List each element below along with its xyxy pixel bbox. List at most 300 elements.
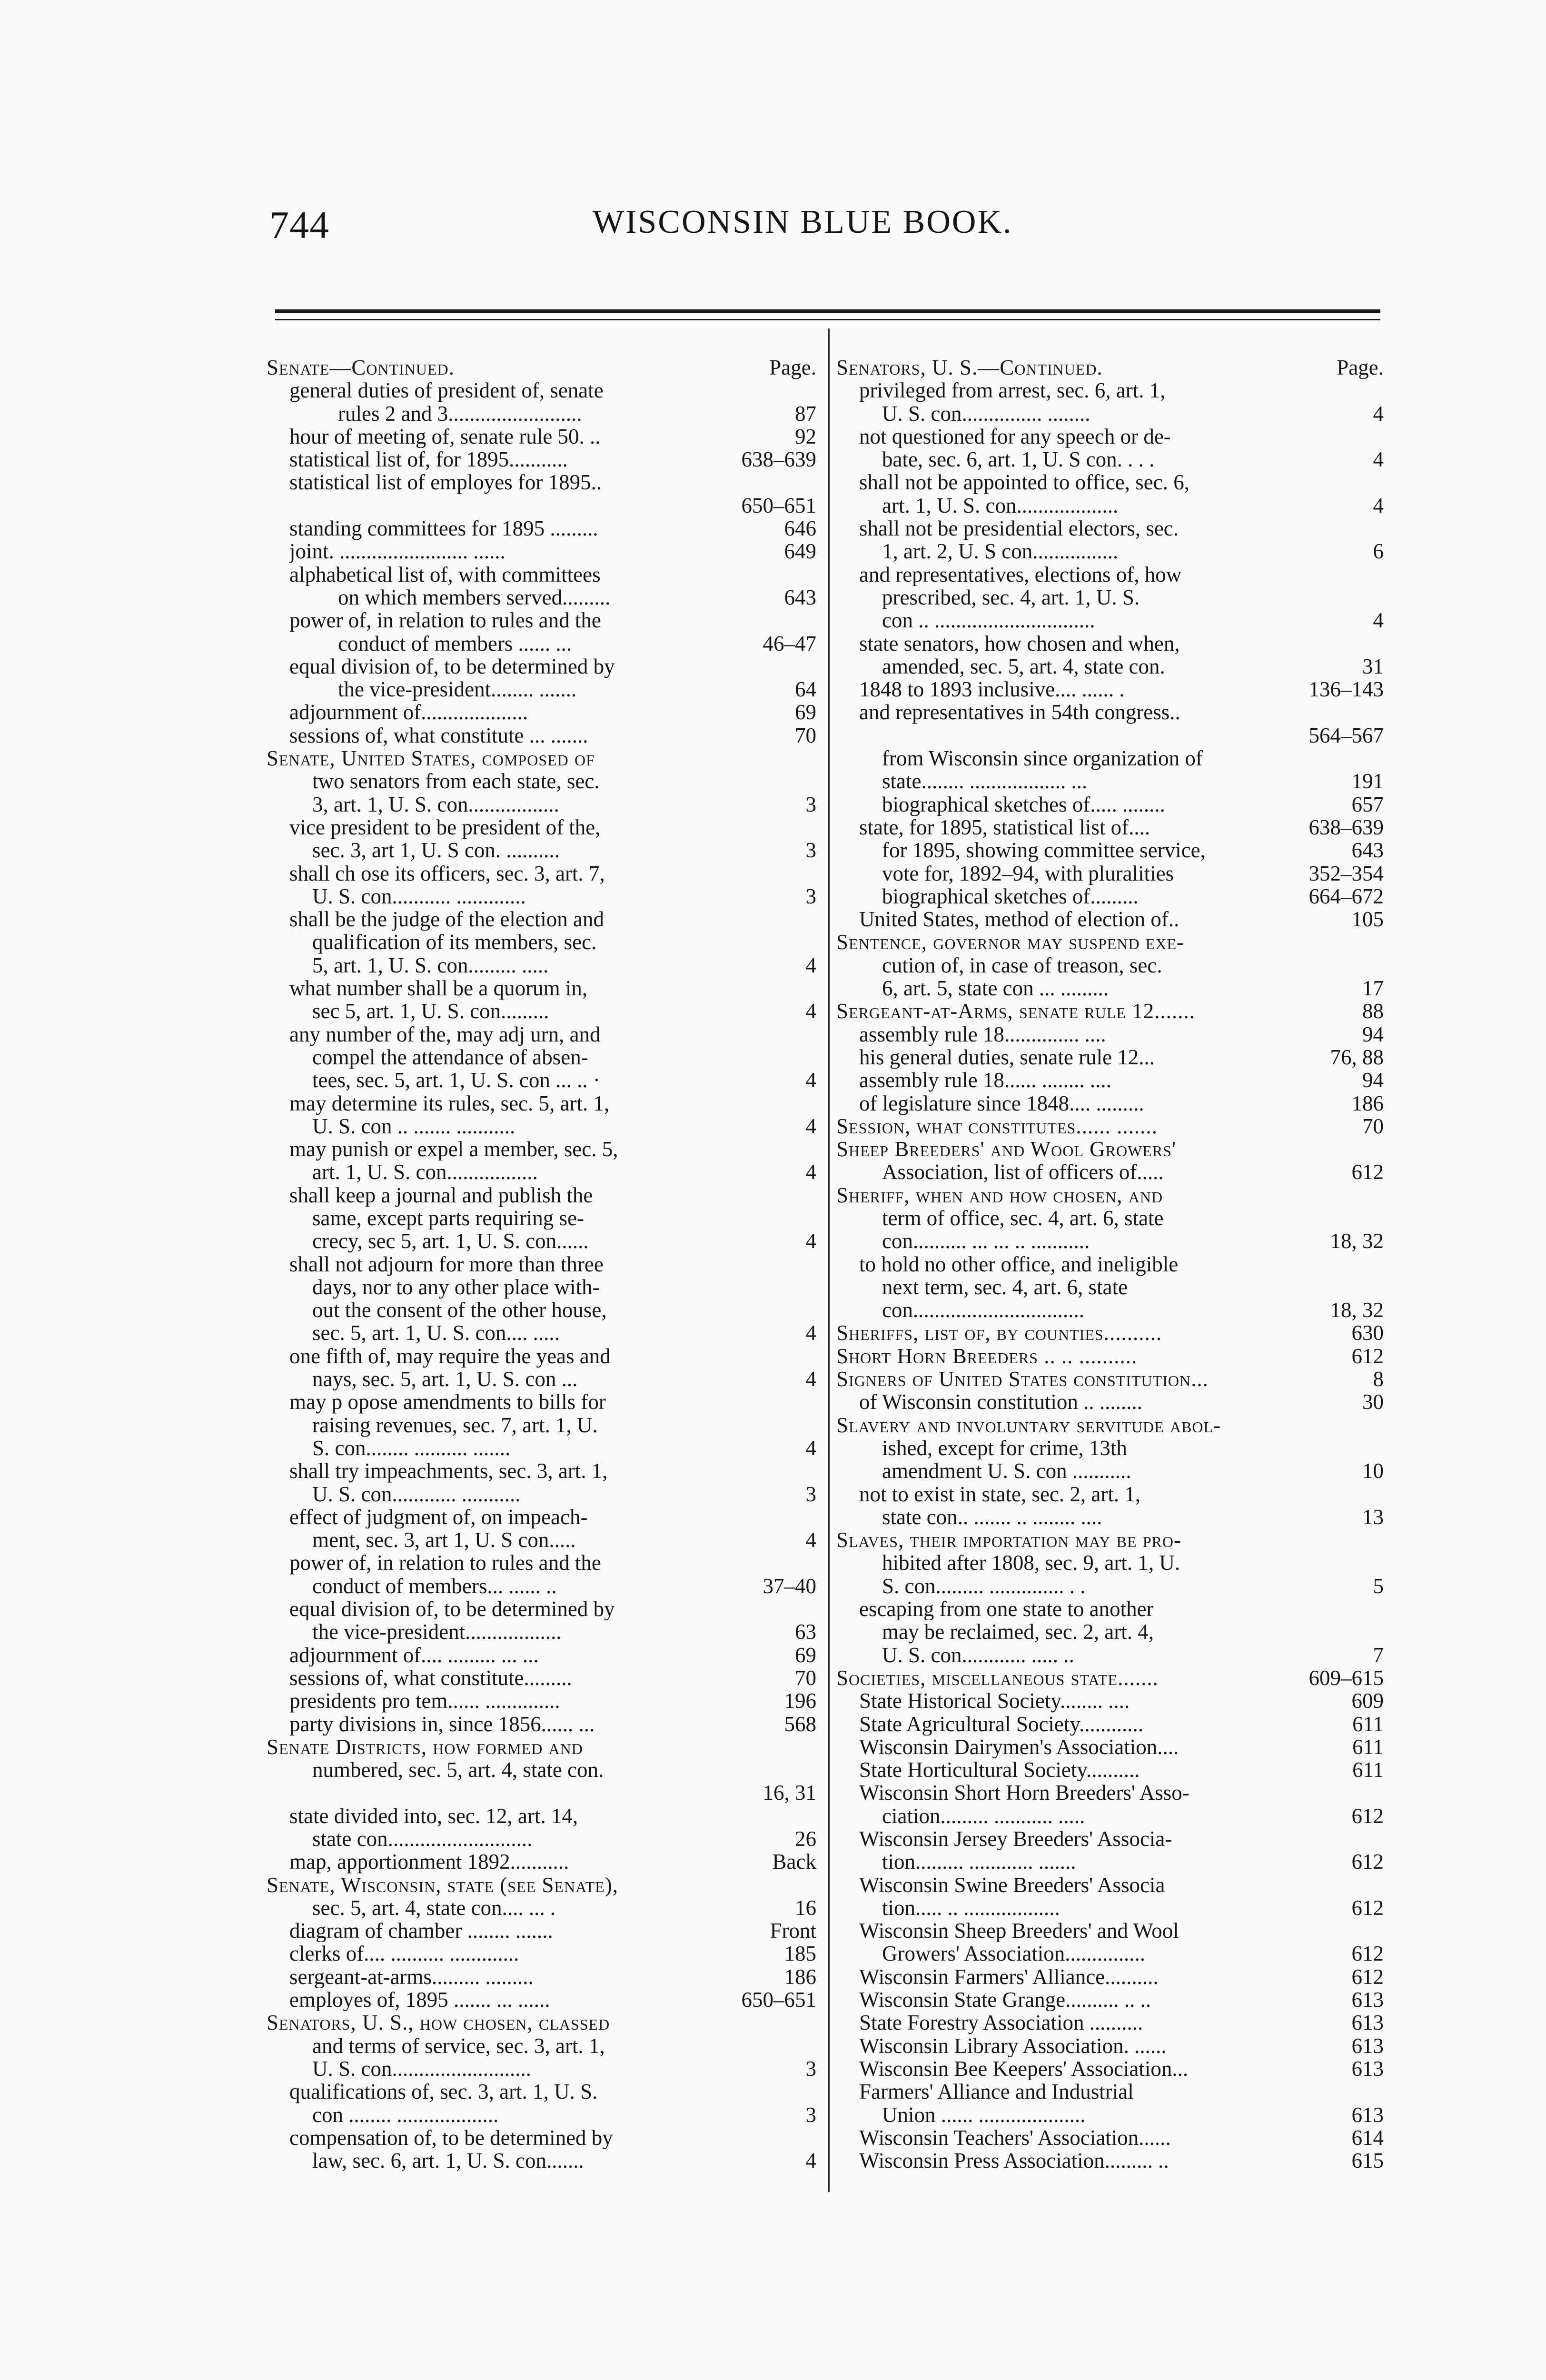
- page-reference: 4: [805, 1321, 816, 1345]
- index-entry-text: joint. ........................ ......: [289, 540, 505, 563]
- index-entry-line: [267, 448, 816, 471]
- index-entry-line: [267, 1896, 816, 1919]
- index-entry-line: [267, 1437, 816, 1459]
- index-entry-line: [836, 1874, 1384, 1896]
- index-entry-text: may be reclaimed, sec. 2, art. 4,: [882, 1620, 1154, 1644]
- index-entry-line: [836, 586, 1384, 609]
- page-reference: 650–651: [741, 494, 816, 517]
- page-reference: 70: [795, 1666, 816, 1690]
- page-reference: 611: [1352, 1712, 1384, 1735]
- index-entry-line: [836, 1069, 1384, 1091]
- page-reference: 30: [1362, 1390, 1384, 1414]
- page-reference: 3: [805, 2057, 816, 2081]
- index-entry-text: tees, sec. 5, art. 1, U. S. con ... .. ·: [312, 1069, 600, 1092]
- page-reference: 18, 32: [1330, 1299, 1384, 1322]
- page-reference: Page.: [769, 356, 816, 379]
- index-heading-line: [836, 1321, 1384, 1344]
- index-entry-text: compensation of, to be determined by: [289, 2126, 613, 2150]
- index-entry-text: adjournment of....................: [289, 701, 528, 724]
- index-entry-text: bate, sec. 6, art. 1, U. S con. . . .: [882, 448, 1155, 471]
- page-reference: 614: [1351, 2126, 1384, 2150]
- index-entry-line: [267, 379, 816, 402]
- index-entry-text: on which members served.........: [338, 585, 611, 609]
- index-entry-text: one fifth of, may require the yeas and: [289, 1344, 611, 1368]
- index-entry-text: State Forestry Association ..........: [859, 2011, 1143, 2034]
- page-reference: 643: [784, 585, 816, 609]
- index-entry-line: [267, 1414, 816, 1437]
- index-entry-line: [836, 839, 1384, 862]
- index-entry-text: S. con........ .......... .......: [312, 1436, 511, 1460]
- index-entry-line: [267, 494, 816, 517]
- index-heading-line: [267, 1735, 816, 1758]
- index-entry-text: Sheriffs, list of, by counties..........: [836, 1321, 1162, 1345]
- index-entry-line: [836, 1459, 1384, 1482]
- index-entry-text: State Historical Society........ ....: [859, 1689, 1130, 1713]
- index-entry-line: [836, 1896, 1384, 1919]
- index-entry-text: Wisconsin Library Association. ......: [859, 2034, 1167, 2057]
- page-reference: 612: [1351, 1942, 1384, 1965]
- index-entry-line: [836, 1735, 1384, 1758]
- index-entry-line: [267, 1597, 816, 1620]
- page-reference: 612: [1351, 1965, 1384, 1989]
- index-heading-line: [836, 356, 1384, 379]
- index-entry-text: adjournment of.... ......... ... ...: [289, 1643, 539, 1666]
- page-reference: 3: [805, 2103, 816, 2126]
- index-entry-line: [836, 1276, 1384, 1299]
- index-entry-line: [267, 471, 816, 494]
- index-entry-text: conduct of members ...... ...: [338, 632, 572, 655]
- index-entry-line: [836, 1620, 1384, 1643]
- index-entry-line: [267, 1253, 816, 1276]
- index-entry-text: Wisconsin Sheep Breeders' and Wool: [859, 1919, 1179, 1943]
- index-entry-line: [267, 885, 816, 908]
- index-entry-text: Senate Districts, how formed and: [267, 1735, 583, 1759]
- page-reference: 4: [805, 2149, 816, 2172]
- index-entry-text: crecy, sec 5, art. 1, U. S. con......: [312, 1230, 589, 1253]
- index-entry-text: qualifications of, sec. 3, art. 1, U. S.: [289, 2080, 598, 2103]
- page-reference: 612: [1351, 1344, 1384, 1368]
- index-entry-text: Association, list of officers of.....: [882, 1160, 1164, 1184]
- index-entry-text: cution of, in case of treason, sec.: [882, 953, 1162, 977]
- index-entry-text: sessions of, what constitute ... .......: [289, 724, 588, 747]
- index-entry-text: next term, sec. 4, art. 6, state: [882, 1275, 1128, 1299]
- index-entry-line: [836, 1713, 1384, 1735]
- page-reference: 564–567: [1308, 724, 1384, 747]
- index-entry-text: sergeant-at-arms......... .........: [289, 1965, 534, 1989]
- page-reference: 186: [784, 1965, 816, 1989]
- page-reference: 630: [1351, 1321, 1384, 1345]
- index-entry-text: prescribed, sec. 4, art. 1, U. S.: [882, 585, 1140, 609]
- page-reference: 4: [805, 1368, 816, 1391]
- page-reference: 92: [795, 425, 816, 448]
- index-entry-line: [267, 770, 816, 793]
- index-entry-text: U. S. con........... .............: [312, 884, 526, 908]
- page-reference: 609–615: [1308, 1666, 1384, 1690]
- index-heading-line: [836, 1528, 1384, 1551]
- index-entry-text: Wisconsin Swine Breeders' Associa: [859, 1873, 1165, 1896]
- index-entry-text: biographical sketches of.........: [882, 884, 1139, 908]
- index-entry-text: conduct of members... ...... ..: [312, 1574, 557, 1598]
- index-entry-line: [836, 471, 1384, 494]
- index-entry-text: what number shall be a quorum in,: [289, 977, 588, 1000]
- index-entry-text: Wisconsin Teachers' Association......: [859, 2126, 1171, 2150]
- page-reference: 613: [1351, 2011, 1384, 2034]
- index-entry-text: to hold no other office, and ineligible: [859, 1252, 1179, 1276]
- index-entry-text: of Wisconsin constitution .. ........: [859, 1390, 1142, 1414]
- index-entry-line: [836, 425, 1384, 448]
- page-reference: 4: [805, 1160, 816, 1184]
- index-entry-line: [836, 379, 1384, 402]
- index-entry-text: not questioned for any speech or de-: [859, 425, 1171, 448]
- index-entry-line: [267, 1207, 816, 1230]
- index-entry-line: [267, 1230, 816, 1252]
- page-reference: 4: [805, 1230, 816, 1253]
- index-entry-line: [836, 448, 1384, 471]
- index-entry-text: Wisconsin Press Association......... ..: [859, 2149, 1169, 2172]
- index-entry-text: Wisconsin Dairymen's Association....: [859, 1735, 1179, 1759]
- index-entry-text: and terms of service, sec. 3, art. 1,: [312, 2034, 605, 2057]
- index-entry-text: S. con......... .............. . .: [882, 1574, 1086, 1598]
- index-entry-text: qualification of its members, sec.: [312, 931, 597, 954]
- index-entry-text: con................................: [882, 1299, 1084, 1322]
- index-entry-line: [836, 1965, 1384, 1988]
- index-entry-text: U. S. con .. ....... ...........: [312, 1114, 515, 1138]
- index-entry-text: Senators, U. S., how chosen, classed: [267, 2011, 610, 2034]
- index-entry-line: [836, 701, 1384, 724]
- index-entry-text: power of, in relation to rules and the: [289, 1551, 601, 1575]
- index-entry-line: [267, 1506, 816, 1528]
- index-entry-line: [267, 1666, 816, 1689]
- header-rule-thick: [275, 309, 1380, 313]
- index-entry-line: [836, 2080, 1384, 2103]
- index-entry-text: Sergeant-at-Arms, senate rule 12.......: [836, 1000, 1195, 1023]
- index-entry-line: [836, 517, 1384, 540]
- index-heading-line: [836, 1138, 1384, 1160]
- index-entry-line: [836, 1988, 1384, 2011]
- index-entry-line: [267, 632, 816, 655]
- index-entry-text: state con.. ....... .. ........ ....: [882, 1505, 1102, 1529]
- index-heading-line: [267, 747, 816, 770]
- index-entry-line: [267, 1299, 816, 1321]
- index-entry-line: [836, 816, 1384, 839]
- page-reference: 186: [1351, 1091, 1384, 1115]
- index-entry-line: [836, 908, 1384, 931]
- index-heading-line: [836, 1115, 1384, 1138]
- index-entry-text: Session, what constitutes...... .......: [836, 1114, 1158, 1138]
- page-reference: 76, 88: [1330, 1045, 1384, 1069]
- page-reference: 6: [1373, 540, 1384, 563]
- index-entry-text: the vice-president........ .......: [338, 678, 577, 701]
- page-reference: Back: [772, 1850, 816, 1874]
- page-reference: 4: [805, 1436, 816, 1460]
- index-entry-text: vice president to be president of the,: [289, 815, 601, 839]
- index-entry-text: same, except parts requiring se-: [312, 1206, 585, 1230]
- index-entry-text: Senate, United States, composed of: [267, 747, 595, 770]
- index-entry-text: state divided into, sec. 12, art. 14,: [289, 1804, 578, 1827]
- index-entry-text: Senate, Wisconsin, state (see Senate),: [267, 1873, 618, 1896]
- index-entry-text: may punish or expel a member, sec. 5,: [289, 1138, 618, 1161]
- page-reference: 612: [1351, 1160, 1384, 1184]
- index-entry-line: [267, 517, 816, 540]
- index-entry-line: [267, 908, 816, 931]
- index-entry-line: [836, 1942, 1384, 1965]
- index-entry-line: [836, 885, 1384, 908]
- index-entry-line: [267, 1115, 816, 1138]
- index-entry-line: [267, 2126, 816, 2149]
- index-entry-line: [267, 701, 816, 724]
- index-heading-line: [836, 1184, 1384, 1207]
- index-entry-line: [267, 1483, 816, 1506]
- index-entry-line: [267, 1644, 816, 1666]
- index-entry-line: [267, 931, 816, 953]
- index-entry-text: shall keep a journal and publish the: [289, 1183, 593, 1207]
- page-reference: 612: [1351, 1804, 1384, 1827]
- index-entry-text: shall not adjourn for more than three: [289, 1252, 604, 1276]
- index-entry-line: [836, 1781, 1384, 1804]
- page-reference: 638–639: [741, 448, 816, 471]
- page-reference: 17: [1362, 977, 1384, 1000]
- index-entry-text: may p opose amendments to bills for: [289, 1390, 606, 1414]
- page-reference: 611: [1352, 1758, 1384, 1782]
- index-entry-text: U. S. con............... ........: [882, 402, 1090, 425]
- page-reference: 649: [784, 540, 816, 563]
- index-entry-line: [267, 862, 816, 885]
- index-entry-text: Senators, U. S.—Continued.: [836, 356, 1103, 379]
- index-entry-text: statistical list of employes for 1895..: [289, 471, 602, 494]
- index-entry-text: and representatives, elections of, how: [859, 563, 1182, 586]
- index-entry-line: [267, 1689, 816, 1712]
- page-reference: 4: [1373, 402, 1384, 425]
- index-entry-text: his general duties, senate rule 12...: [859, 1045, 1155, 1069]
- page-reference: 4: [805, 1000, 816, 1023]
- index-entry-text: Wisconsin State Grange.......... .. ..: [859, 1988, 1151, 2012]
- index-entry-text: 3, art. 1, U. S. con.................: [312, 793, 559, 816]
- page-reference: 646: [784, 517, 816, 540]
- index-entry-line: [836, 1207, 1384, 1230]
- index-entry-text: out the consent of the other house,: [312, 1299, 607, 1322]
- index-entry-text: raising revenues, sec. 7, art. 1, U.: [312, 1413, 598, 1437]
- index-entry-line: [267, 1620, 816, 1643]
- index-entry-text: hibited after 1808, sec. 9, art. 1, U.: [882, 1551, 1180, 1575]
- index-entry-line: [836, 1850, 1384, 1873]
- index-entry-text: map, apportionment 1892...........: [289, 1850, 569, 1874]
- index-entry-line: [836, 1689, 1384, 1712]
- index-entry-line: [267, 1713, 816, 1735]
- index-entry-text: compel the attendance of absen-: [312, 1045, 588, 1069]
- page-reference: 4: [805, 1528, 816, 1552]
- page-reference: 13: [1362, 1505, 1384, 1529]
- page-reference: 664–672: [1308, 884, 1384, 908]
- index-entry-line: [267, 563, 816, 586]
- index-entry-text: sec. 5, art. 1, U. S. con.... .....: [312, 1321, 560, 1345]
- index-heading-line: [267, 1874, 816, 1896]
- index-entry-text: United States, method of election of..: [859, 908, 1179, 931]
- index-entry-text: alphabetical list of, with committees: [289, 563, 601, 586]
- index-entry-text: Slaves, their importation may be pro-: [836, 1528, 1181, 1552]
- page-reference: 69: [795, 701, 816, 724]
- index-entry-text: amended, sec. 5, art. 4, state con.: [882, 654, 1165, 678]
- index-entry-line: [267, 1965, 816, 1988]
- index-entry-text: presidents pro tem...... ..............: [289, 1689, 560, 1713]
- index-entry-text: Senate—Continued.: [267, 356, 455, 379]
- index-entry-line: [836, 862, 1384, 885]
- index-heading-line: [267, 356, 816, 379]
- page-reference: 94: [1362, 1022, 1384, 1046]
- index-entry-text: Slavery and involuntary servitude abol-: [836, 1413, 1221, 1437]
- index-entry-text: ished, except for crime, 13th: [882, 1436, 1127, 1460]
- index-heading-line: [836, 1345, 1384, 1368]
- index-entry-text: effect of judgment of, on impeach-: [289, 1505, 588, 1529]
- index-entry-text: rules 2 and 3.........................: [338, 402, 582, 425]
- index-entry-line: [267, 1000, 816, 1022]
- index-entry-line: [267, 2149, 816, 2172]
- index-entry-text: Wisconsin Bee Keepers' Association...: [859, 2057, 1189, 2081]
- index-entry-text: U. S. con............ ..... ..: [882, 1643, 1074, 1666]
- index-entry-text: law, sec. 6, art. 1, U. S. con.......: [312, 2149, 584, 2172]
- index-entry-text: nays, sec. 5, art. 1, U. S. con ...: [312, 1368, 578, 1391]
- page-reference: 4: [805, 953, 816, 977]
- page-reference: 64: [795, 678, 816, 701]
- index-entry-line: [267, 816, 816, 839]
- index-entry-line: [836, 655, 1384, 678]
- index-entry-line: [267, 678, 816, 701]
- column-divider: [828, 328, 830, 2192]
- page-reference: 4: [1373, 448, 1384, 471]
- index-heading-line: [267, 2011, 816, 2034]
- index-entry-text: Farmers' Alliance and Industrial: [859, 2080, 1134, 2103]
- page-reference: 5: [1373, 1574, 1384, 1598]
- page-reference: 26: [795, 1827, 816, 1851]
- index-entry-line: [836, 724, 1384, 747]
- page-reference: 4: [805, 1069, 816, 1092]
- index-entry-line: [836, 2103, 1384, 2126]
- index-entry-line: [267, 1805, 816, 1827]
- page-reference: 613: [1351, 2103, 1384, 2126]
- page-reference: 10: [1362, 1459, 1384, 1483]
- index-entry-text: party divisions in, since 1856...... ...: [289, 1712, 595, 1735]
- page-reference: 185: [784, 1942, 816, 1965]
- page-reference: 88: [1362, 1000, 1384, 1023]
- index-entry-line: [267, 1276, 816, 1299]
- index-entry-text: and representatives in 54th congress..: [859, 701, 1180, 724]
- page-reference: 3: [805, 839, 816, 862]
- index-entry-line: [836, 1046, 1384, 1069]
- index-entry-line: [836, 1644, 1384, 1666]
- index-entry-text: state........ .................. ...: [882, 770, 1088, 793]
- index-entry-text: equal division of, to be determined by: [289, 1597, 615, 1621]
- page-reference: 4: [1373, 494, 1384, 517]
- index-entry-text: state senators, how chosen and when,: [859, 632, 1180, 655]
- index-entry-text: sec. 5, art. 4, state con.... ... .: [312, 1896, 556, 1920]
- index-entry-line: [836, 1805, 1384, 1827]
- page-reference: 611: [1352, 1735, 1384, 1759]
- index-entry-line: [836, 1253, 1384, 1276]
- index-entry-line: [267, 839, 816, 862]
- index-entry-line: [836, 540, 1384, 563]
- index-entry-line: [836, 793, 1384, 816]
- index-entry-line: [267, 1528, 816, 1551]
- index-entry-line: [836, 1092, 1384, 1115]
- index-entry-line: [836, 1758, 1384, 1781]
- index-entry-text: Wisconsin Short Horn Breeders' Asso-: [859, 1781, 1189, 1805]
- index-entry-line: [836, 2034, 1384, 2057]
- index-entry-line: [836, 609, 1384, 632]
- index-entry-line: [267, 1390, 816, 1413]
- page-reference: 70: [1362, 1114, 1384, 1138]
- index-entry-line: [267, 1850, 816, 1873]
- index-entry-text: sec 5, art. 1, U. S. con.........: [312, 1000, 549, 1023]
- index-entry-line: [267, 1942, 816, 1965]
- page-reference: 196: [784, 1689, 816, 1713]
- index-entry-line: [836, 954, 1384, 977]
- index-entry-text: Sentence, governor may suspend exe-: [836, 931, 1184, 954]
- index-entry-text: Societies, miscellaneous state.......: [836, 1666, 1159, 1690]
- page-reference: 37–40: [763, 1574, 816, 1598]
- index-entry-text: assembly rule 18.............. ....: [859, 1022, 1106, 1046]
- index-entry-text: hour of meeting of, senate rule 50. ..: [289, 425, 601, 448]
- index-entry-text: employes of, 1895 ....... ... ......: [289, 1988, 550, 2012]
- page-reference: 63: [795, 1620, 816, 1644]
- index-entry-line: [267, 1345, 816, 1368]
- index-entry-text: U. S. con............ ...........: [312, 1482, 521, 1506]
- page-reference: 136–143: [1308, 678, 1384, 701]
- index-entry-line: [267, 1988, 816, 2011]
- index-entry-text: U. S. con..........................: [312, 2057, 531, 2081]
- index-heading-line: [836, 1368, 1384, 1390]
- page-reference: 8: [1373, 1368, 1384, 1391]
- index-entry-line: [836, 1597, 1384, 1620]
- page-reference: 612: [1351, 1850, 1384, 1874]
- page-reference: 4: [805, 1114, 816, 1138]
- index-entry-line: [267, 1575, 816, 1597]
- page-reference: 613: [1351, 2034, 1384, 2057]
- index-heading-line: [836, 1414, 1384, 1437]
- index-entry-text: statistical list of, for 1895...........: [289, 448, 568, 471]
- page-number: 744: [269, 203, 329, 247]
- page-reference: 16: [795, 1896, 816, 1920]
- index-entry-text: tion......... ............ .......: [882, 1850, 1076, 1874]
- index-entry-text: the vice-president..................: [312, 1620, 562, 1644]
- index-entry-line: [267, 1160, 816, 1183]
- index-entry-line: [836, 1437, 1384, 1459]
- index-entry-line: [836, 977, 1384, 1000]
- index-entry-text: Wisconsin Jersey Breeders' Associa-: [859, 1827, 1172, 1851]
- index-entry-text: Sheriff, when and how chosen, and: [836, 1183, 1163, 1207]
- index-entry-line: [836, 1160, 1384, 1183]
- index-entry-text: escaping from one state to another: [859, 1597, 1154, 1621]
- page-reference: 4: [1373, 609, 1384, 632]
- page-reference: 16, 31: [763, 1781, 816, 1805]
- index-entry-line: [836, 1827, 1384, 1850]
- running-title: WISCONSIN BLUE BOOK.: [593, 204, 1013, 240]
- index-entry-text: shall not be appointed to office, sec. 6,: [859, 471, 1189, 494]
- page-reference: 3: [805, 793, 816, 816]
- header-rule-thin: [275, 319, 1380, 320]
- index-entry-text: State Horticultural Society..........: [859, 1758, 1140, 1782]
- page-reference: Front: [770, 1919, 816, 1943]
- index-entry-line: [836, 1023, 1384, 1046]
- page-reference: 3: [805, 884, 816, 908]
- index-entry-text: not to exist in state, sec. 2, art. 1,: [859, 1482, 1141, 1506]
- index-entry-text: of legislature since 1848.... .........: [859, 1091, 1144, 1115]
- index-entry-line: [836, 1299, 1384, 1321]
- index-entry-text: numbered, sec. 5, art. 4, state con.: [312, 1758, 604, 1782]
- index-entry-text: con ........ ...................: [312, 2103, 499, 2126]
- index-entry-line: [836, 2149, 1384, 2172]
- index-entry-line: [267, 1919, 816, 1942]
- index-entry-text: power of, in relation to rules and the: [289, 609, 601, 632]
- page-reference: 94: [1362, 1069, 1384, 1092]
